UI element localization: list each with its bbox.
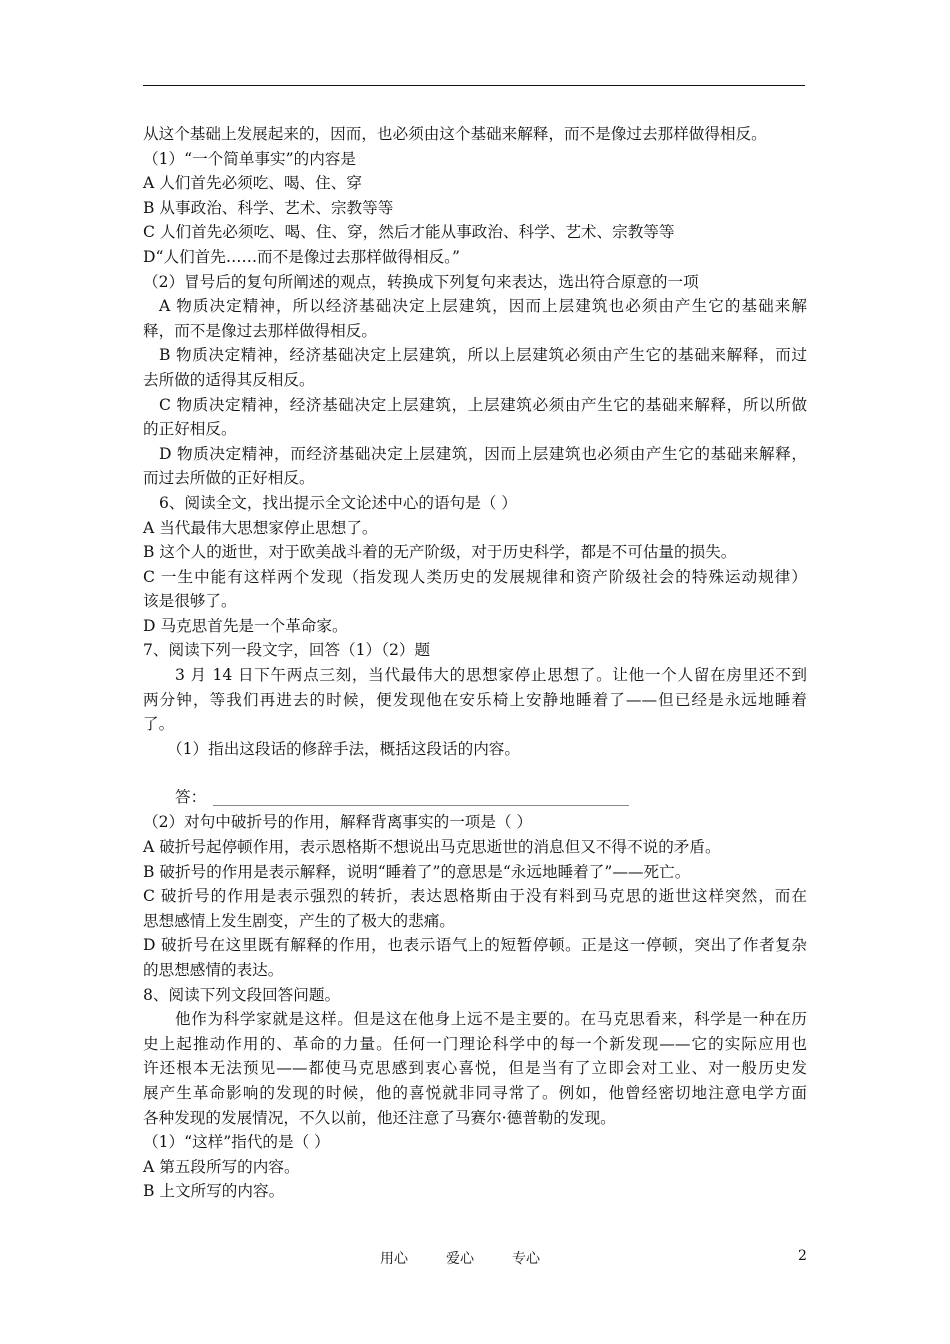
text-line: 去所做的适得其反相反。: [143, 370, 315, 389]
text-line: （2）冒号后的复句所阐述的观点，转换成下列复句来表达，选出符合原意的一项: [143, 272, 699, 291]
text-line: 他作为科学家就是这样。但是这在他身上远不是主要的。在马克思看来，科学是一种在历: [175, 1010, 807, 1029]
text-line: D“人们首先……而不是像过去那样做得相反。”: [143, 247, 460, 266]
text-line: D 马克思首先是一个革命家。: [143, 616, 348, 635]
text-line: 的正好相反。: [143, 420, 237, 439]
text-line: 展产生革命影响的发现的时候，他的喜悦就非同寻常了。例如，他曾经密切地注意电学方面: [143, 1083, 807, 1102]
answer-blank-line[interactable]: [213, 805, 629, 806]
text-line: 8、阅读下列文段回答问题。: [143, 985, 341, 1004]
answer-area: [143, 761, 807, 810]
text-line: C 人们首先必须吃、喝、住、穿，然后才能从事政治、科学、艺术、宗教等等: [143, 223, 675, 242]
text-line: D 物质决定精神，而经济基础决定上层建筑，因而上层建筑也必须由产生它的基础来解释，: [159, 444, 807, 463]
text-line: 从这个基础上发展起来的，因而，也必须由这个基础来解释，而不是像过去那样做得相反。: [143, 125, 767, 143]
text-line: （1）“一个简单事实”的内容是: [143, 149, 356, 168]
footer-item-1: 用心: [380, 1251, 408, 1267]
text-line: （2）对句中破折号的作用，解释背离事实的一项是（ ）: [143, 813, 533, 832]
text-line: B 物质决定精神，经济基础决定上层建筑，所以上层建筑必须由产生它的基础来解释，而过: [159, 346, 807, 365]
text-line: B 从事政治、科学、艺术、宗教等等: [143, 198, 394, 217]
text-line: 史上起推动作用的、革命的力量。任何一门理论科学中的每一个新发现——它的实际应用也: [143, 1034, 807, 1053]
text-line: 而过去所做的正好相反。: [143, 469, 315, 488]
document-body: [143, 122, 807, 1204]
footer-item-3: 专心: [512, 1251, 540, 1267]
text-line: A 物质决定精神，所以经济基础决定上层建筑，因而上层建筑也必须由产生它的基础来解: [159, 297, 807, 316]
text-line: C 破折号的作用是表示强烈的转折，表达恩格斯由于没有料到马克思的逝世这样突然，而在: [143, 887, 807, 906]
text-line: B 这个人的逝世，对于欧美战斗着的无产阶级，对于历史科学，都是不可估量的损失。: [143, 543, 737, 562]
text-line: B 上文所写的内容。: [143, 1182, 285, 1201]
text-line: 两分钟，等我们再进去的时候，便发现他在安乐椅上安静地睡着了——但已经是永远地睡着: [143, 690, 807, 709]
text-line: C 一生中能有这样两个发现（指发现人类历史的发展规律和资产阶级社会的特殊运动规律）: [143, 567, 807, 586]
text-line: B 破折号的作用是表示解释，说明“睡着了”的意思是“永远地睡着了”——死亡。: [143, 862, 691, 881]
text-line: 许还根本无法预见——都使马克思感到衷心喜悦，但是当有了立即会对工业、对一般历史发: [143, 1059, 807, 1078]
footer-item-2: 爱心: [446, 1251, 474, 1267]
footer-motto: [380, 1248, 578, 1268]
text-line: 思想感情上发生剧变，产生的了极大的悲痛。: [143, 911, 455, 930]
header-rule: [143, 85, 805, 86]
text-line: 3 月 14 日下午两点三刻，当代最伟大的思想家停止思想了。让他一个人留在房里还不到: [175, 666, 807, 685]
text-line: 的思想感情的表达。: [143, 961, 284, 979]
text-line: A 第五段所写的内容。: [143, 1157, 300, 1176]
text-line: 了。: [143, 715, 175, 734]
text-line: 释，而不是像过去那样做得相反。: [143, 321, 377, 340]
text-line: 7、阅读下列一段文字，回答（1）（2）题: [143, 641, 431, 660]
text-line: A 人们首先必须吃、喝、住、穿: [143, 174, 362, 193]
text-line: D 破折号在这里既有解释的作用，也表示语气上的短暂停顿。正是这一停顿，突出了作者复杂: [143, 936, 807, 955]
page-number: 2: [798, 1248, 807, 1264]
answer-label: 答：: [175, 788, 207, 807]
text-block-1: [143, 122, 807, 761]
text-line: C 物质决定精神，经济基础决定上层建筑，上层建筑必须由产生它的基础来解释，所以所做: [159, 395, 807, 414]
text-line: A 破折号起停顿作用，表示恩格斯不想说出马克思逝世的消息但又不得不说的矛盾。: [143, 838, 721, 857]
text-line: A 当代最伟大思想家停止思想了。: [143, 518, 378, 537]
text-line: 该是很够了。: [143, 592, 237, 611]
text-line: 各种发现的发展情况，不久以前，他还注意了马赛尔·德普勒的发现。: [143, 1108, 616, 1127]
text-line: （1）指出这段话的修辞手法，概括这段话的内容。: [167, 739, 520, 758]
text-block-2: [143, 810, 807, 1204]
text-line: （1）“这样”指代的是（ ）: [143, 1133, 330, 1152]
text-line: 6、阅读全文，找出提示全文论述中心的语句是（ ）: [159, 493, 517, 512]
